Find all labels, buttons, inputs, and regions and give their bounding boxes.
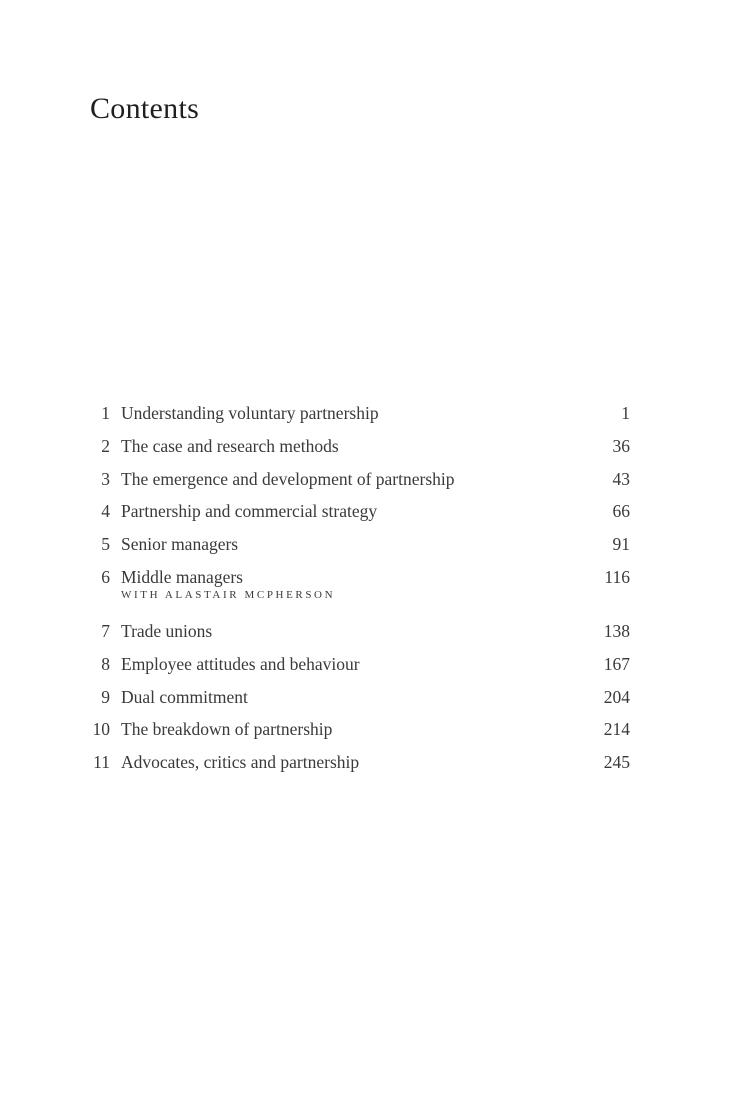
chapter-number: 10	[92, 719, 110, 740]
toc-entry-7[interactable]	[84, 615, 630, 648]
toc-entry-9[interactable]	[84, 681, 630, 714]
chapter-number: 7	[101, 620, 110, 641]
toc-entry-3[interactable]	[84, 463, 630, 496]
toc-entry-6[interactable]	[84, 561, 630, 615]
chapter-title: The case and research methods	[121, 435, 339, 456]
toc-entry-1[interactable]	[84, 397, 630, 430]
page-number: 43	[612, 468, 630, 489]
page-number: 204	[603, 686, 630, 707]
chapter-title: Middle managers	[121, 566, 243, 587]
chapter-title: Employee attitudes and behaviour	[121, 653, 360, 674]
chapter-number: 1	[101, 403, 110, 423]
chapter-title: Partnership and commercial strategy	[121, 501, 378, 522]
page-number: 66	[612, 501, 630, 522]
page-number: 138	[603, 620, 630, 641]
chapter-number: 2	[101, 435, 110, 456]
page-number: 1	[621, 403, 630, 423]
page-number: 167	[603, 653, 630, 674]
toc-entry-10[interactable]	[84, 713, 630, 746]
toc-entry-11[interactable]	[84, 746, 630, 779]
page-number: 116	[604, 566, 630, 587]
page-title: Contents	[90, 92, 200, 125]
chapter-title: The emergence and development of partnership	[121, 468, 455, 489]
chapter-contributor: WITH ALASTAIR MCPHERSON	[121, 588, 336, 601]
page-number: 214	[603, 719, 630, 740]
page-number: 245	[603, 752, 630, 773]
chapter-title: Trade unions	[121, 620, 213, 641]
chapter-title: Advocates, critics and partnership	[121, 752, 360, 773]
page-number: 91	[612, 534, 630, 555]
chapter-title: The breakdown of partnership	[121, 719, 333, 740]
chapter-title: Senior managers	[121, 534, 239, 555]
chapter-title: Dual commitment	[121, 686, 248, 707]
toc-entry-5[interactable]	[84, 528, 630, 561]
chapter-title: Understanding voluntary partnership	[121, 403, 379, 423]
page-number: 36	[612, 435, 630, 456]
table-of-contents	[84, 397, 630, 779]
chapter-number: 6	[101, 566, 110, 587]
chapter-number: 9	[101, 686, 110, 707]
chapter-number: 3	[101, 468, 110, 489]
chapter-number: 11	[93, 752, 110, 773]
chapter-number: 8	[101, 653, 110, 674]
chapter-number: 5	[101, 534, 110, 555]
chapter-number: 4	[101, 501, 110, 522]
toc-entry-4[interactable]	[84, 495, 630, 528]
toc-entry-2[interactable]	[84, 430, 630, 463]
toc-entry-8[interactable]	[84, 648, 630, 681]
